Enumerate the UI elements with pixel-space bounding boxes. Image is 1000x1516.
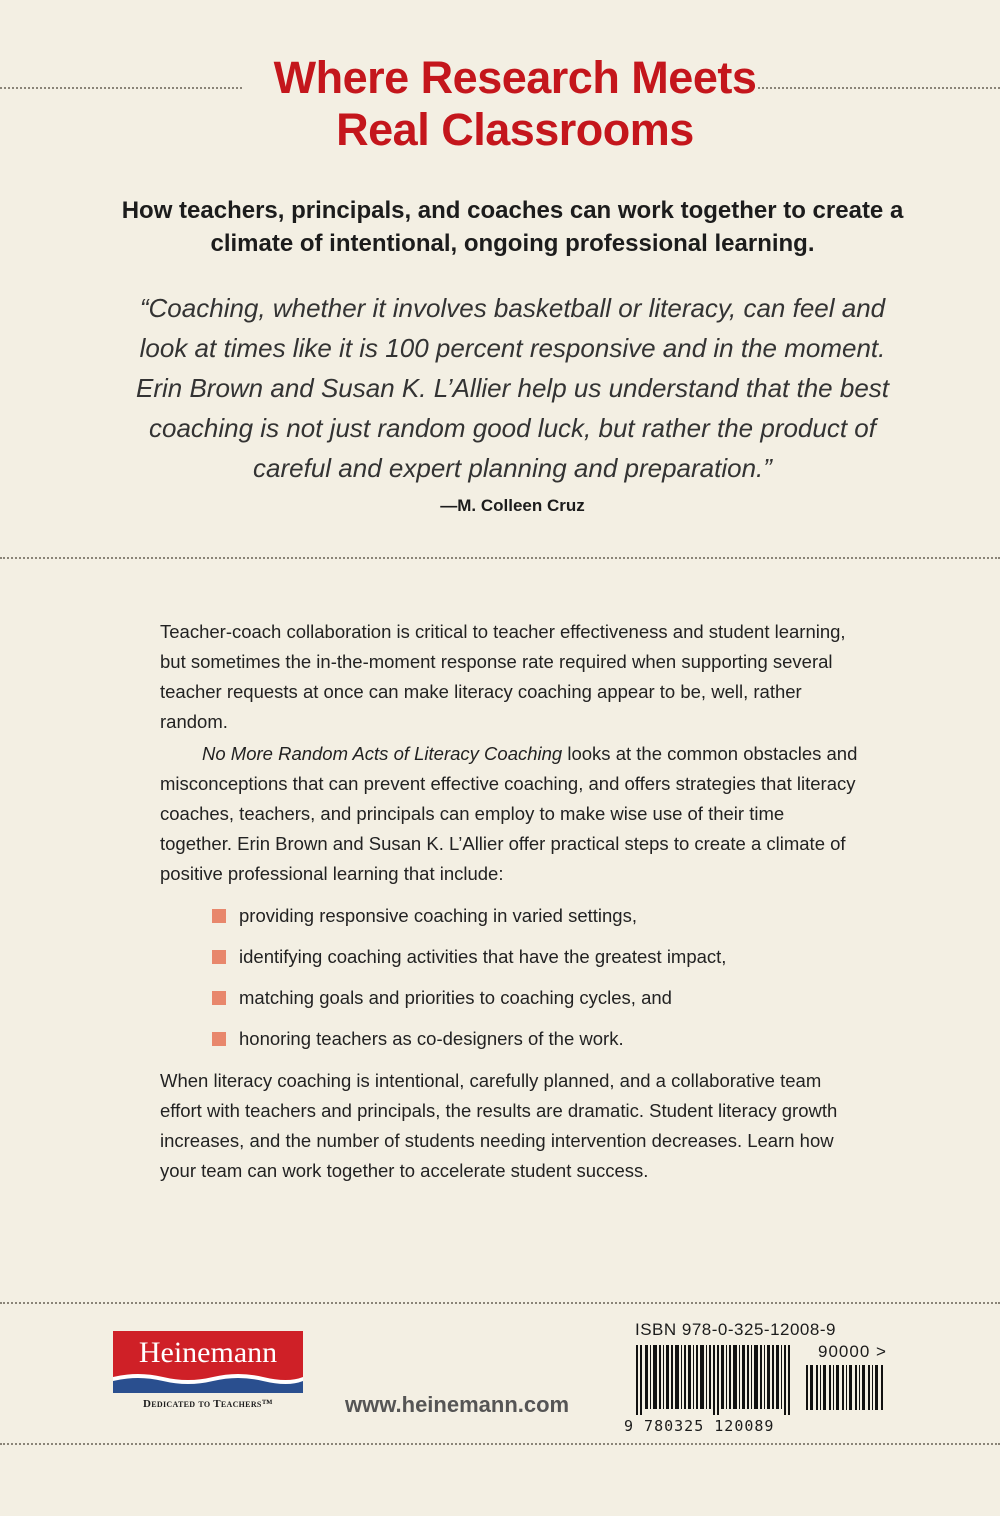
divider-top-left [0,87,242,89]
logo-badge [113,1331,303,1393]
feature-list [212,901,726,1065]
body-paragraph-3: When literacy coaching is intentional, carefully planned, and a collaborative team effort with teachers and principals, the results are dramatic. Student literacy growth increases, and the number of students needing intervention decreases. Learn how your team can work together to accelerate student success. [160,1070,838,1181]
publisher-tagline: Dedicated to Teachers™ [143,1398,273,1410]
divider-footer-bottom [0,1443,1000,1445]
barcode-addon-icon [806,1365,886,1410]
book-title: No More Random Acts of Literacy Coaching [202,743,563,764]
quote-attribution: —M. Colleen Cruz [440,496,585,515]
bullet-square-icon [212,950,226,964]
bullet-square-icon [212,991,226,1005]
list-item: identifying coaching activities that have the greatest impact, [212,942,726,983]
list-item: matching goals and priorities to coaching cycles, and [212,983,726,1024]
list-item: honoring teachers as co-designers of the work. [212,1024,726,1065]
bullet-square-icon [212,1032,226,1046]
list-item: providing responsive coaching in varied settings, [212,901,726,942]
isbn-label: ISBN 978-0-325-12008-9 [635,1320,836,1339]
barcode-icon [636,1345,796,1415]
subtitle: How teachers, principals, and coaches can work together to create a climate of intentional, ongoing professional learning. [121,197,904,257]
price-code: 90000 > [818,1342,887,1361]
body-paragraph-2-text: looks at the common obstacles and misconceptions that can prevent effective coaching, and offers strategies that literacy coaches, teachers, and principals can employ to make wise use of their time together. Erin Brown and Susan K. L’Allier offer practical steps to create a climate of positive professional learning that include: [160,743,858,884]
publisher-logo [113,1331,303,1415]
divider-middle [0,557,1000,559]
endorsement-quote: “Coaching, whether it involves basketball or literacy, can feel and look at times like it is 100 percent responsive and in the moment. Erin Brown and Susan K. L’Allier help us understand that the best coaching is not just random good luck, but rather the product of careful and expert planning and preparation.” [135,293,890,483]
publisher-name: Heinemann [138,1336,278,1369]
body-paragraph-1: Teacher-coach collaboration is critical to teacher effectiveness and student learning, but sometimes the in-the-moment response rate required when supporting several teacher requests at once can make literacy coaching appear to be, well, rather random. [160,621,846,732]
logo-waves-icon [113,1369,303,1393]
page-title: Where Research Meets Real Classrooms [273,52,757,155]
website-url[interactable]: www.heinemann.com [345,1392,570,1417]
divider-top-right [758,87,1000,89]
body-paragraph-2 [160,739,860,889]
bullet-square-icon [212,909,226,923]
barcode-digits: 9 780325 120089 [624,1417,775,1435]
divider-footer-top [0,1302,1000,1304]
